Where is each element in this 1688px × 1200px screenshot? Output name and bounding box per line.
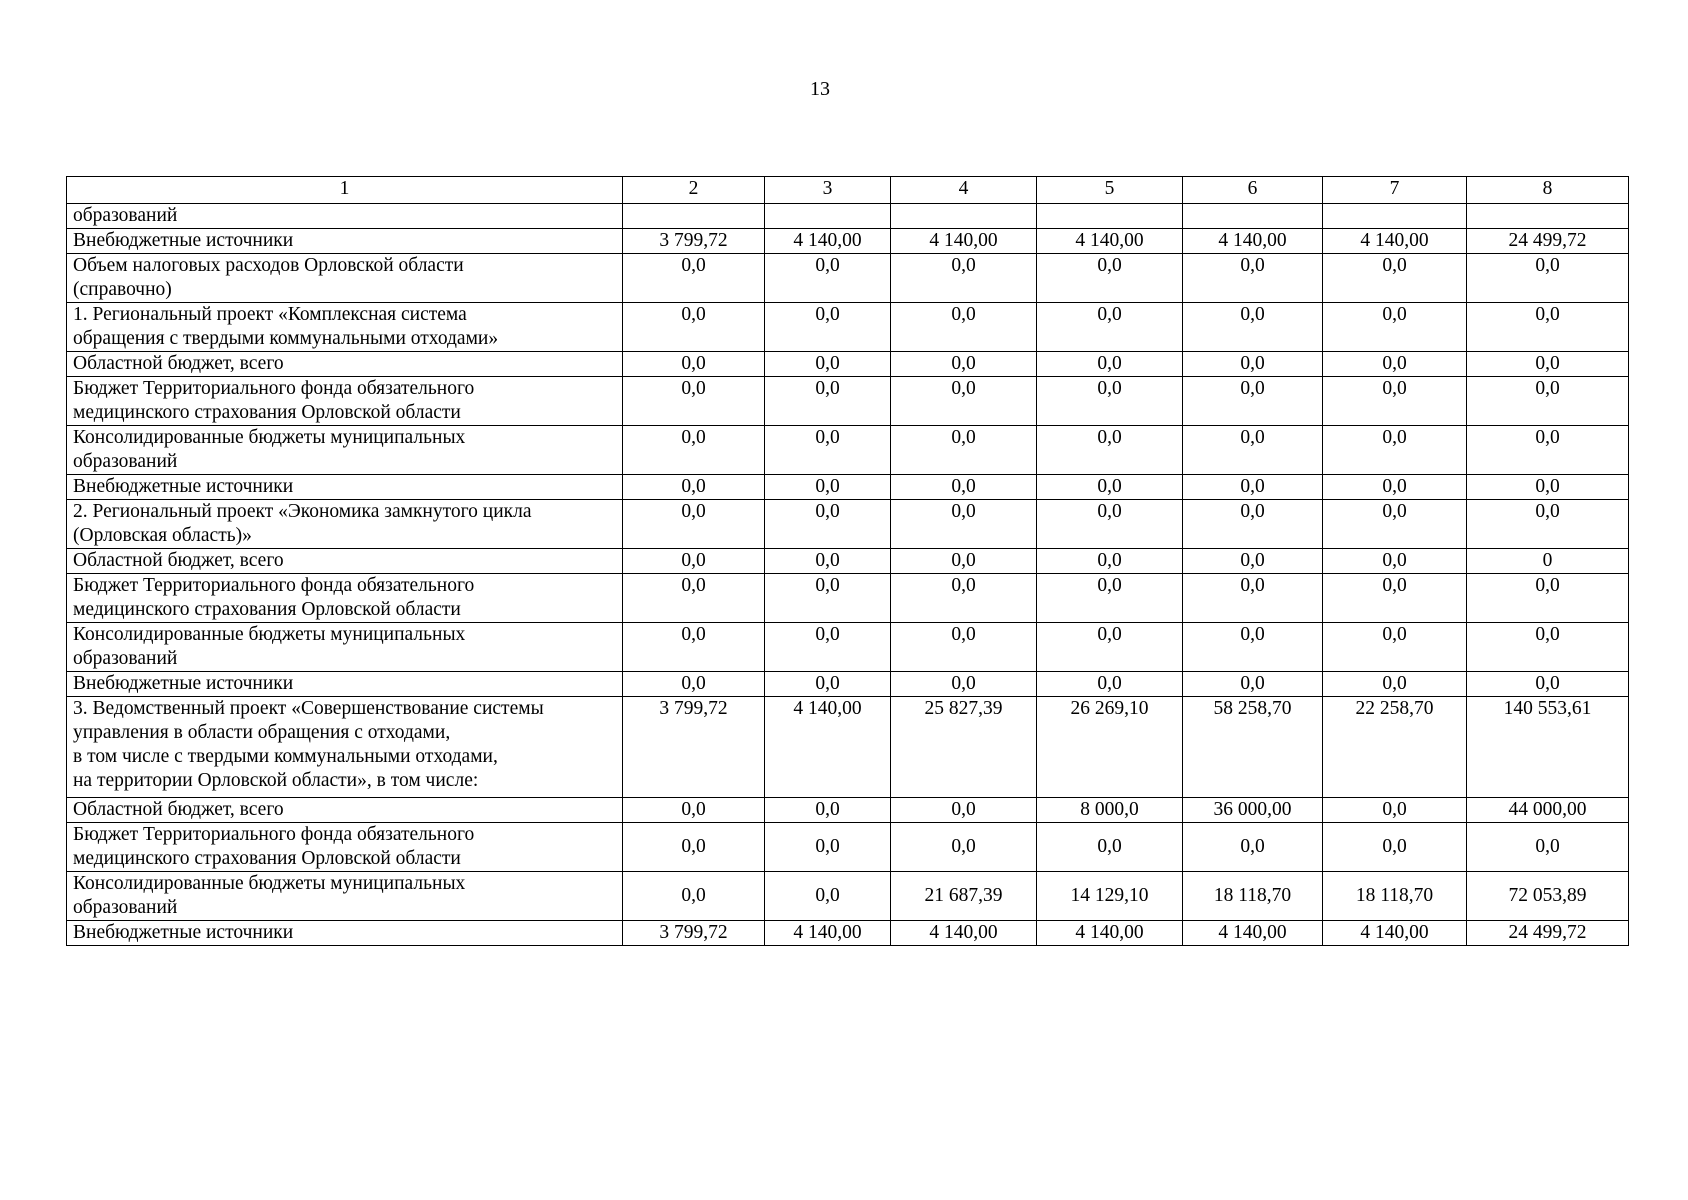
- value-cell: 0,0: [765, 623, 891, 672]
- budget-table: [66, 176, 1629, 946]
- value-cell: 0,0: [623, 303, 765, 352]
- value-cell: 0: [1467, 549, 1629, 574]
- value-cell: 0,0: [1183, 426, 1323, 475]
- value-cell: 0,0: [1037, 377, 1183, 426]
- value-cell: 0,0: [1323, 426, 1467, 475]
- value-cell: [1183, 204, 1323, 229]
- value-cell: 0,0: [765, 377, 891, 426]
- value-cell: 0,0: [623, 475, 765, 500]
- column-header: 1: [67, 177, 623, 204]
- value-cell: 0,0: [891, 798, 1037, 823]
- value-cell: 26 269,10: [1037, 697, 1183, 798]
- value-cell: 0,0: [765, 672, 891, 697]
- header-row: [67, 177, 1629, 204]
- column-header: 6: [1183, 177, 1323, 204]
- value-cell: 4 140,00: [891, 229, 1037, 254]
- value-cell: 0,0: [765, 823, 891, 872]
- value-cell: 3 799,72: [623, 697, 765, 798]
- value-cell: 0,0: [891, 672, 1037, 697]
- value-cell: 4 140,00: [765, 697, 891, 798]
- value-cell: 18 118,70: [1183, 872, 1323, 921]
- page-number: 13: [810, 78, 830, 100]
- value-cell: 0,0: [1323, 352, 1467, 377]
- value-cell: 4 140,00: [765, 921, 891, 946]
- value-cell: 0,0: [891, 426, 1037, 475]
- row-label: 3. Ведомственный проект «Совершенствование системы управления в области обращения с отходами, в том числе с твердыми коммунальными отходами, на территории Орловской области», в том числе:: [67, 697, 623, 798]
- value-cell: 0,0: [765, 426, 891, 475]
- row-label: Областной бюджет, всего: [67, 549, 623, 574]
- table-row: [67, 697, 1629, 798]
- value-cell: 0,0: [1037, 475, 1183, 500]
- value-cell: 4 140,00: [891, 921, 1037, 946]
- value-cell: 0,0: [1037, 352, 1183, 377]
- value-cell: 0,0: [623, 823, 765, 872]
- value-cell: 3 799,72: [623, 229, 765, 254]
- table-row: [67, 475, 1629, 500]
- value-cell: 3 799,72: [623, 921, 765, 946]
- value-cell: 0,0: [1323, 798, 1467, 823]
- row-label: Внебюджетные источники: [67, 475, 623, 500]
- value-cell: 4 140,00: [765, 229, 891, 254]
- value-cell: [765, 204, 891, 229]
- table-row: [67, 921, 1629, 946]
- value-cell: 22 258,70: [1323, 697, 1467, 798]
- table-row: [67, 229, 1629, 254]
- value-cell: [1467, 204, 1629, 229]
- value-cell: 0,0: [1323, 574, 1467, 623]
- value-cell: 0,0: [891, 475, 1037, 500]
- value-cell: 0,0: [623, 377, 765, 426]
- value-cell: 0,0: [1183, 549, 1323, 574]
- value-cell: 72 053,89: [1467, 872, 1629, 921]
- value-cell: 0,0: [1323, 623, 1467, 672]
- value-cell: 0,0: [623, 872, 765, 921]
- value-cell: 44 000,00: [1467, 798, 1629, 823]
- value-cell: 0,0: [765, 254, 891, 303]
- value-cell: 0,0: [1467, 574, 1629, 623]
- value-cell: [1037, 204, 1183, 229]
- table-row: [67, 204, 1629, 229]
- value-cell: 0,0: [1467, 254, 1629, 303]
- row-label: Областной бюджет, всего: [67, 798, 623, 823]
- table-row: [67, 872, 1629, 921]
- row-label: Бюджет Территориального фонда обязательного медицинского страхования Орловской области: [67, 574, 623, 623]
- value-cell: 0,0: [765, 352, 891, 377]
- value-cell: 0,0: [1037, 303, 1183, 352]
- row-label: Консолидированные бюджеты муниципальных образований: [67, 623, 623, 672]
- row-label: Консолидированные бюджеты муниципальных образований: [67, 426, 623, 475]
- value-cell: 0,0: [1323, 377, 1467, 426]
- value-cell: 0,0: [623, 426, 765, 475]
- value-cell: 8 000,0: [1037, 798, 1183, 823]
- value-cell: 21 687,39: [891, 872, 1037, 921]
- row-label: Внебюджетные источники: [67, 672, 623, 697]
- value-cell: 0,0: [623, 549, 765, 574]
- value-cell: 25 827,39: [891, 697, 1037, 798]
- table-row: [67, 549, 1629, 574]
- value-cell: 0,0: [1183, 574, 1323, 623]
- column-header: 5: [1037, 177, 1183, 204]
- row-label: Объем налоговых расходов Орловской области (справочно): [67, 254, 623, 303]
- value-cell: 0,0: [1467, 352, 1629, 377]
- value-cell: 0,0: [1323, 672, 1467, 697]
- value-cell: 58 258,70: [1183, 697, 1323, 798]
- value-cell: 0,0: [623, 500, 765, 549]
- table-row: [67, 574, 1629, 623]
- value-cell: 0,0: [1323, 254, 1467, 303]
- value-cell: 0,0: [1323, 823, 1467, 872]
- column-header: 4: [891, 177, 1037, 204]
- value-cell: 0,0: [1037, 574, 1183, 623]
- table-row: [67, 798, 1629, 823]
- value-cell: 24 499,72: [1467, 229, 1629, 254]
- row-label: Областной бюджет, всего: [67, 352, 623, 377]
- value-cell: 4 140,00: [1183, 229, 1323, 254]
- value-cell: 0,0: [891, 352, 1037, 377]
- table-row: [67, 672, 1629, 697]
- table-row: [67, 377, 1629, 426]
- table-row: [67, 303, 1629, 352]
- column-header: 7: [1323, 177, 1467, 204]
- value-cell: 4 140,00: [1037, 229, 1183, 254]
- value-cell: [623, 204, 765, 229]
- row-label: 1. Региональный проект «Комплексная система обращения с твердыми коммунальными отходами»: [67, 303, 623, 352]
- value-cell: 0,0: [1323, 500, 1467, 549]
- value-cell: 0,0: [891, 623, 1037, 672]
- value-cell: 0,0: [623, 623, 765, 672]
- value-cell: 0,0: [1183, 303, 1323, 352]
- table-row: [67, 500, 1629, 549]
- value-cell: 0,0: [891, 254, 1037, 303]
- value-cell: 0,0: [1183, 500, 1323, 549]
- value-cell: 0,0: [623, 672, 765, 697]
- value-cell: 0,0: [1467, 623, 1629, 672]
- value-cell: 0,0: [1037, 672, 1183, 697]
- value-cell: 0,0: [1467, 672, 1629, 697]
- value-cell: 0,0: [1323, 475, 1467, 500]
- value-cell: 0,0: [765, 574, 891, 623]
- value-cell: 4 140,00: [1183, 921, 1323, 946]
- value-cell: 4 140,00: [1323, 229, 1467, 254]
- table-row: [67, 352, 1629, 377]
- value-cell: 0,0: [1037, 549, 1183, 574]
- value-cell: 0,0: [765, 872, 891, 921]
- table-row: [67, 623, 1629, 672]
- table-row: [67, 254, 1629, 303]
- value-cell: 0,0: [765, 475, 891, 500]
- value-cell: 0,0: [891, 549, 1037, 574]
- row-label: 2. Региональный проект «Экономика замкнутого цикла (Орловская область)»: [67, 500, 623, 549]
- value-cell: 0,0: [1037, 823, 1183, 872]
- value-cell: 0,0: [1467, 475, 1629, 500]
- value-cell: 0,0: [891, 574, 1037, 623]
- column-header: 2: [623, 177, 765, 204]
- table-row: [67, 823, 1629, 872]
- value-cell: 0,0: [765, 549, 891, 574]
- value-cell: 0,0: [1183, 352, 1323, 377]
- table-body: [67, 204, 1629, 946]
- value-cell: 0,0: [1183, 823, 1323, 872]
- value-cell: 14 129,10: [1037, 872, 1183, 921]
- value-cell: 0,0: [1037, 623, 1183, 672]
- value-cell: 4 140,00: [1037, 921, 1183, 946]
- value-cell: 24 499,72: [1467, 921, 1629, 946]
- value-cell: 0,0: [1467, 500, 1629, 549]
- value-cell: 0,0: [1183, 475, 1323, 500]
- table-row: [67, 426, 1629, 475]
- value-cell: 0,0: [623, 574, 765, 623]
- value-cell: 0,0: [765, 798, 891, 823]
- value-cell: 0,0: [1037, 426, 1183, 475]
- value-cell: 0,0: [1323, 549, 1467, 574]
- value-cell: 0,0: [1037, 500, 1183, 549]
- value-cell: 0,0: [623, 352, 765, 377]
- row-label: Бюджет Территориального фонда обязательного медицинского страхования Орловской области: [67, 823, 623, 872]
- value-cell: 0,0: [891, 303, 1037, 352]
- value-cell: 0,0: [1467, 377, 1629, 426]
- row-label: Консолидированные бюджеты муниципальных образований: [67, 872, 623, 921]
- value-cell: 0,0: [1467, 426, 1629, 475]
- value-cell: 0,0: [1183, 377, 1323, 426]
- value-cell: 0,0: [765, 500, 891, 549]
- value-cell: 18 118,70: [1323, 872, 1467, 921]
- row-label: Бюджет Территориального фонда обязательного медицинского страхования Орловской области: [67, 377, 623, 426]
- value-cell: 0,0: [1467, 823, 1629, 872]
- row-label: Внебюджетные источники: [67, 229, 623, 254]
- value-cell: 0,0: [891, 823, 1037, 872]
- value-cell: 0,0: [623, 254, 765, 303]
- value-cell: 0,0: [891, 377, 1037, 426]
- value-cell: 36 000,00: [1183, 798, 1323, 823]
- value-cell: 4 140,00: [1323, 921, 1467, 946]
- value-cell: [891, 204, 1037, 229]
- column-header: 3: [765, 177, 891, 204]
- value-cell: 0,0: [891, 500, 1037, 549]
- value-cell: 0,0: [765, 303, 891, 352]
- value-cell: 0,0: [623, 798, 765, 823]
- value-cell: 0,0: [1183, 623, 1323, 672]
- value-cell: 0,0: [1183, 254, 1323, 303]
- value-cell: 0,0: [1467, 303, 1629, 352]
- value-cell: 0,0: [1183, 672, 1323, 697]
- value-cell: [1323, 204, 1467, 229]
- value-cell: 0,0: [1323, 303, 1467, 352]
- value-cell: 0,0: [1037, 254, 1183, 303]
- row-label: Внебюджетные источники: [67, 921, 623, 946]
- row-label: образований: [67, 204, 623, 229]
- value-cell: 140 553,61: [1467, 697, 1629, 798]
- column-header: 8: [1467, 177, 1629, 204]
